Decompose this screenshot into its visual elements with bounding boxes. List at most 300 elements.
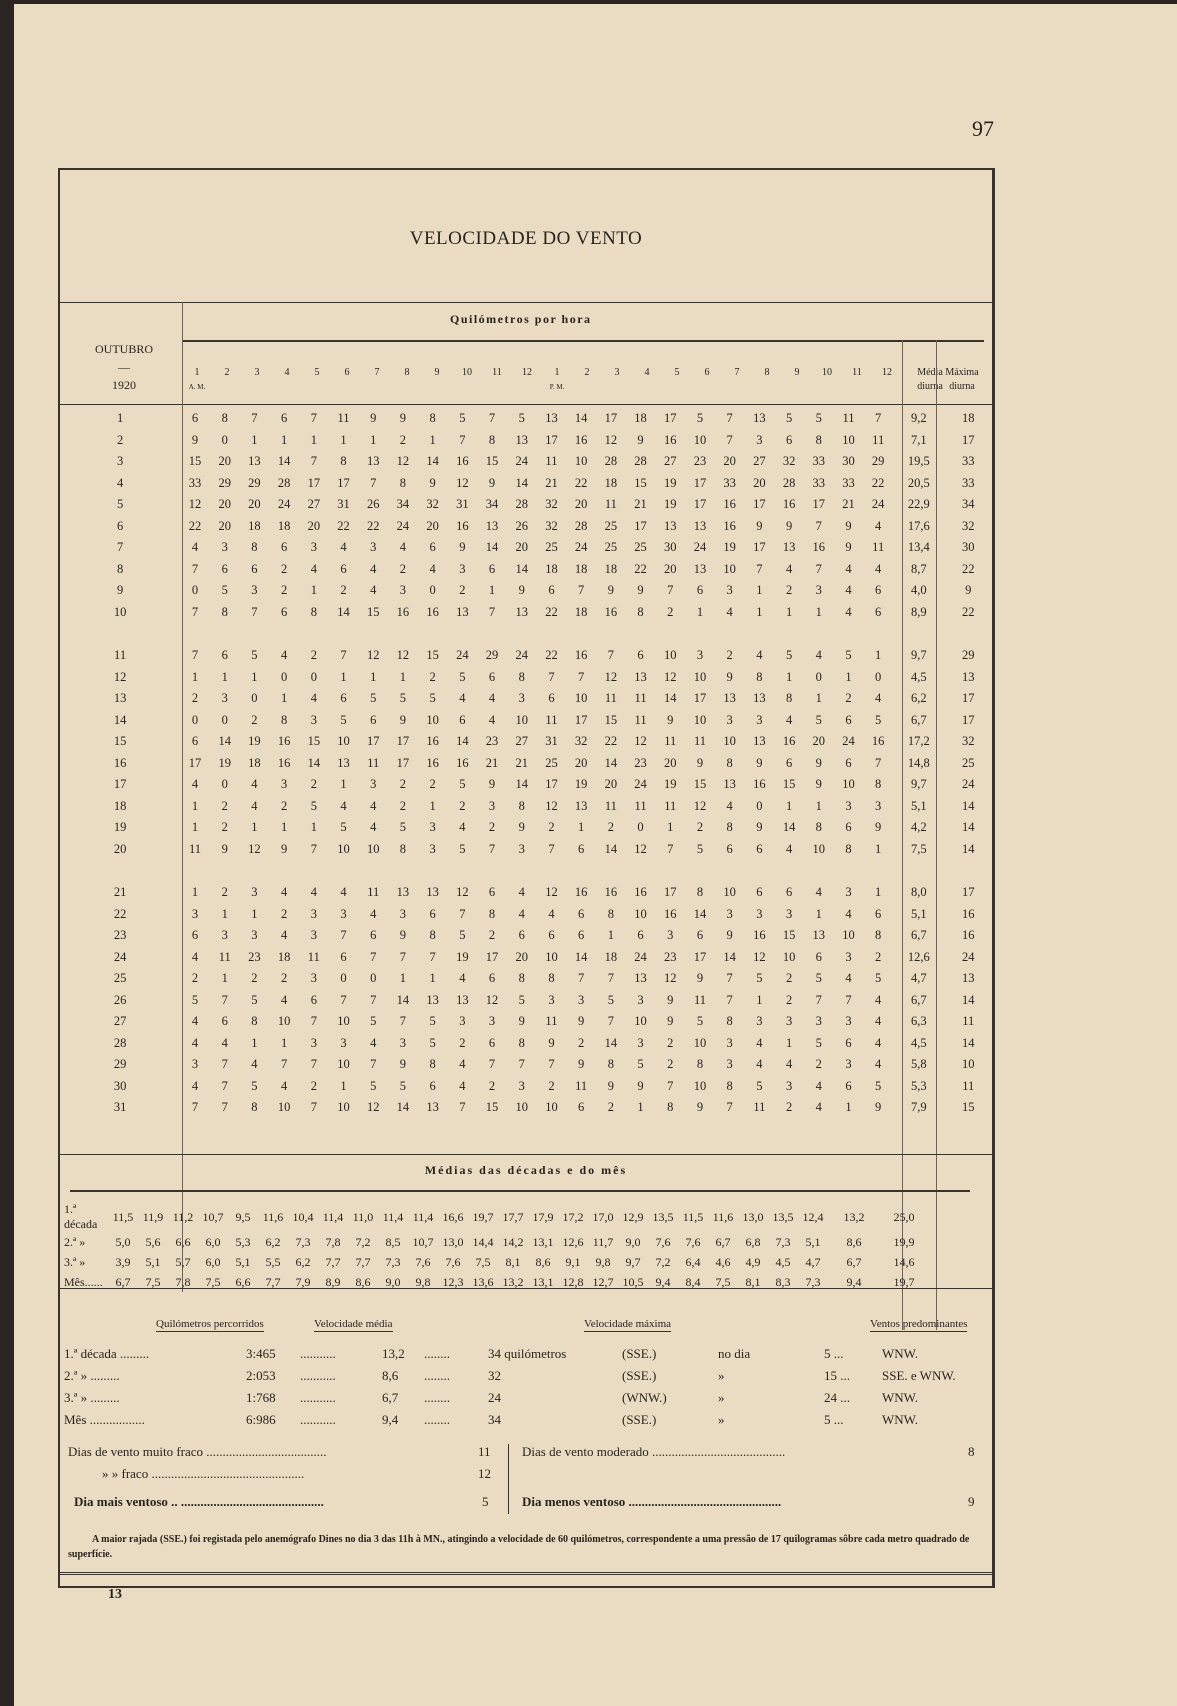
value-cell: 2 [399, 798, 407, 813]
summary-dots2: ........ [424, 1346, 450, 1361]
value-cell: 5 [785, 411, 793, 426]
decade-value: 8,1 [505, 1254, 521, 1269]
value-cell: 13 [337, 755, 350, 770]
value-cell: 11 [545, 1014, 558, 1029]
value-cell: 17 [664, 885, 677, 900]
maxima-cell: 30 [962, 540, 975, 555]
value-cell: 16 [277, 755, 291, 770]
value-cell: 7 [399, 1014, 407, 1029]
value-cell: 7 [340, 928, 347, 943]
value-cell: 1 [607, 928, 614, 943]
media-cell: 6,2 [910, 691, 927, 706]
value-cell: 9 [667, 992, 674, 1007]
decade-value: 6,6 [175, 1234, 191, 1249]
value-cell: 5 [815, 971, 822, 986]
value-cell: 9 [280, 841, 288, 856]
summary-vel: 13,2 [382, 1346, 405, 1361]
value-cell: 20 [604, 777, 618, 792]
value-cell: 3 [785, 906, 793, 921]
table-row [60, 473, 992, 495]
value-cell: 27 [307, 497, 321, 512]
decade-value: 7,5 [205, 1274, 221, 1289]
value-cell: 9 [399, 1057, 407, 1072]
value-cell: 11 [634, 712, 647, 727]
hour-header [842, 366, 872, 380]
value-cell: 6 [696, 928, 704, 943]
day-cell: 26 [113, 992, 127, 1007]
value-cell: 32 [545, 497, 558, 512]
value-cell: 16 [664, 432, 677, 447]
value-cell: 11 [188, 841, 202, 856]
value-cell: 6 [370, 712, 377, 727]
value-cell: 8 [429, 928, 436, 943]
value-cell: 15 [485, 1100, 499, 1115]
value-cell: 3 [310, 971, 317, 986]
value-cell: 21 [842, 497, 855, 512]
hour-label: 3 [254, 367, 260, 378]
media-cell: 22,9 [907, 497, 930, 512]
value-cell: 22 [545, 604, 558, 619]
value-cell: 2 [607, 820, 614, 835]
value-cell: 13 [782, 540, 796, 555]
value-cell: 7 [726, 411, 733, 426]
table-row [60, 796, 992, 818]
media-cell: 9,7 [910, 777, 927, 792]
maxima-cell: 25 [962, 755, 975, 770]
value-cell: 34 [396, 497, 410, 512]
maxima-cell: 29 [962, 648, 975, 663]
value-cell: 7 [310, 1100, 317, 1115]
decade-row [60, 1202, 928, 1232]
value-cell: 12 [634, 841, 647, 856]
value-cell: 7 [251, 411, 258, 426]
value-cell: 7 [191, 561, 199, 576]
decade-value: 13,2 [843, 1209, 865, 1224]
kmh-heading: Quilómetros por hora [450, 312, 592, 326]
value-cell: 2 [667, 1035, 674, 1050]
dias-moderado-value: 8 [968, 1444, 975, 1459]
summary-wind: WNW. [882, 1412, 918, 1427]
value-cell: 6 [845, 1078, 852, 1093]
hour-header [482, 366, 512, 380]
decade-value: 7,3 [805, 1274, 821, 1289]
value-cell: 1 [785, 1035, 793, 1050]
value-cell: 2 [785, 992, 793, 1007]
value-cell: 7 [191, 648, 199, 663]
decade-value: 8,5 [385, 1234, 401, 1249]
hour-label: 4 [284, 367, 290, 378]
media-cell: 12,6 [907, 949, 930, 964]
value-cell: 16 [634, 885, 647, 900]
value-cell: 6 [548, 691, 555, 706]
value-cell: 3 [548, 992, 555, 1007]
hour-label: 4 [644, 367, 650, 378]
value-cell: 20 [218, 518, 231, 533]
value-cell: 10 [545, 949, 558, 964]
decade-value: 13,6 [472, 1274, 494, 1289]
decade-value: 6,0 [205, 1234, 221, 1249]
summary-dots: ........... [300, 1346, 336, 1361]
value-cell: 4 [488, 712, 496, 727]
value-cell: 18 [604, 475, 618, 490]
value-cell: 23 [485, 734, 499, 749]
value-cell: 11 [693, 992, 706, 1007]
hour-header [752, 366, 782, 380]
value-cell: 6 [191, 928, 199, 943]
value-cell: 4 [191, 540, 199, 555]
value-cell: 11 [604, 497, 617, 512]
value-cell: 1 [340, 777, 347, 792]
value-cell: 30 [842, 454, 855, 469]
value-cell: 7 [875, 411, 882, 426]
value-cell: 20 [218, 497, 231, 512]
value-cell: 4 [459, 971, 466, 986]
value-cell: 10 [842, 432, 855, 447]
value-cell: 4 [875, 561, 882, 576]
value-cell: 5 [459, 928, 466, 943]
value-cell: 8 [221, 604, 228, 619]
value-cell: 10 [723, 734, 736, 749]
summary-label: 2.ª » ......... [64, 1368, 120, 1383]
decade-value: 6,2 [265, 1234, 281, 1249]
value-cell: 5 [875, 712, 882, 727]
value-cell: 11 [367, 755, 380, 770]
value-cell: 17 [574, 712, 588, 727]
value-cell: 8 [518, 669, 525, 684]
decade-value: 5,6 [145, 1234, 161, 1249]
media-cell: 5,3 [910, 1078, 927, 1093]
value-cell: 7 [548, 1057, 555, 1072]
value-cell: 6 [845, 1035, 852, 1050]
value-cell: 0 [875, 669, 882, 684]
value-cell: 17 [693, 949, 707, 964]
media-cell: 5,8 [910, 1057, 927, 1072]
value-cell: 1 [280, 820, 288, 835]
dias-moderado-label: Dias de vento moderado ......................................... [522, 1444, 786, 1459]
value-cell: 4 [370, 820, 377, 835]
decade-row [60, 1232, 928, 1252]
summary-max: 34 [488, 1412, 501, 1427]
value-cell: 3 [845, 885, 852, 900]
value-cell: 10 [842, 777, 855, 792]
value-cell: 13 [426, 885, 439, 900]
value-cell: 1 [221, 906, 228, 921]
hour-header [602, 366, 632, 380]
value-cell: 1 [875, 841, 882, 856]
summary-dir: (SSE.) [622, 1368, 657, 1383]
value-cell: 7 [875, 755, 882, 770]
media-cell: 7,9 [910, 1100, 927, 1115]
decade-gap [60, 860, 992, 882]
value-cell: 4 [340, 885, 347, 900]
value-cell: 1 [251, 669, 258, 684]
value-cell: 1 [815, 691, 822, 706]
summary-dir: (WNW.) [622, 1390, 667, 1405]
summary-km: 2:053 [246, 1368, 276, 1383]
media-cell: 7,1 [910, 432, 927, 447]
value-cell: 5 [875, 971, 882, 986]
value-cell: 14 [604, 841, 618, 856]
value-cell: 7 [370, 992, 377, 1007]
value-cell: 3 [785, 1014, 793, 1029]
value-cell: 2 [459, 798, 466, 813]
value-cell: 11 [664, 734, 677, 749]
value-cell: 11 [634, 691, 647, 706]
value-cell: 7 [459, 1100, 466, 1115]
value-cell: 13 [753, 411, 766, 426]
decade-value: 19,7 [893, 1274, 915, 1289]
value-cell: 1 [191, 885, 199, 900]
value-cell: 15 [634, 475, 647, 490]
value-cell: 6 [756, 885, 763, 900]
media-cell: 4,5 [910, 669, 927, 684]
table-row [60, 451, 992, 473]
decade-value: 13,1 [532, 1274, 554, 1289]
day-cell: 20 [113, 841, 127, 856]
decade-value: 13,5 [652, 1209, 674, 1224]
value-cell: 20 [574, 497, 588, 512]
value-cell: 1 [696, 604, 704, 619]
value-cell: 13 [366, 454, 380, 469]
table-row [60, 731, 992, 753]
value-cell: 18 [604, 561, 618, 576]
dias-muito-fraco [68, 1444, 327, 1464]
value-cell: 5 [399, 691, 407, 706]
value-cell: 7 [488, 411, 496, 426]
value-cell: 7 [815, 518, 822, 533]
summary-nodia: » [718, 1412, 725, 1427]
value-cell: 6 [637, 928, 644, 943]
decade-value: 12,9 [622, 1209, 644, 1224]
decade-value: 11,5 [112, 1209, 134, 1224]
value-cell: 6 [756, 841, 763, 856]
summary-wind: SSE. e WNW. [882, 1368, 956, 1383]
decade-value: 13,0 [742, 1209, 764, 1224]
table-row [60, 1097, 992, 1119]
dia-menos-ventoso [522, 1494, 781, 1514]
value-cell: 13 [515, 432, 528, 447]
value-cell: 22 [604, 734, 618, 749]
value-cell: 1 [875, 885, 882, 900]
value-cell: 19 [248, 734, 261, 749]
decade-value: 11,6 [262, 1209, 284, 1224]
decade-value: 10,7 [202, 1209, 224, 1224]
value-cell: 7 [518, 1057, 525, 1072]
value-cell: 9 [785, 518, 793, 533]
value-cell: 6 [429, 1078, 436, 1093]
value-cell: 11 [872, 540, 885, 555]
value-cell: 18 [248, 755, 261, 770]
dia-mais-ventoso-label: Dia mais ventoso .. ............................................ [74, 1494, 324, 1509]
value-cell: 25 [604, 540, 618, 555]
decade-value: 12,3 [442, 1274, 464, 1289]
footer-number: 13 [108, 1587, 122, 1602]
table-row [60, 1054, 992, 1076]
value-cell: 16 [456, 518, 469, 533]
dias-fraco [102, 1466, 304, 1486]
value-cell: 27 [664, 454, 677, 469]
value-cell: 4 [875, 1057, 882, 1072]
value-cell: 7 [815, 561, 822, 576]
page-number: 97 [972, 116, 994, 141]
value-cell: 6 [726, 841, 733, 856]
value-cell: 12 [456, 475, 469, 490]
decade-value: 11,2 [172, 1209, 194, 1224]
value-cell: 6 [785, 755, 793, 770]
value-cell: 3 [518, 691, 525, 706]
value-cell: 16 [723, 518, 736, 533]
day-cell: 2 [116, 432, 124, 447]
hour-label: 7 [374, 367, 380, 378]
decade-value: 11,6 [712, 1209, 734, 1224]
value-cell: 7 [221, 992, 228, 1007]
value-cell: 8 [280, 712, 288, 727]
maxima-cell: 24 [962, 777, 975, 792]
decade-value: 8,1 [745, 1274, 761, 1289]
value-cell: 9 [637, 1078, 644, 1093]
hour-header [182, 366, 212, 394]
value-cell: 3 [756, 432, 763, 447]
value-cell: 8 [696, 885, 704, 900]
value-cell: 11 [545, 454, 558, 469]
value-cell: 4 [815, 648, 822, 663]
summary-day: 15 ... [824, 1368, 850, 1383]
value-cell: 7 [221, 1100, 228, 1115]
decade-value: 7,8 [175, 1274, 191, 1289]
table-row [60, 494, 992, 516]
decade-value: 17,0 [592, 1209, 614, 1224]
hour-header [362, 366, 392, 380]
media-cell: 6,7 [910, 928, 927, 943]
value-cell: 2 [280, 583, 288, 598]
decade-value: 13,5 [772, 1209, 794, 1224]
decade-value: 11,4 [322, 1209, 344, 1224]
table-row [60, 645, 992, 667]
value-cell: 14 [396, 992, 410, 1007]
value-cell: 4 [191, 1035, 199, 1050]
day-cell: 22 [113, 906, 127, 921]
value-cell: 4 [370, 583, 377, 598]
dias-moderado [522, 1444, 785, 1464]
dia-mais-ventoso-value: 5 [482, 1494, 489, 1509]
value-cell: 2 [667, 604, 674, 619]
decade-gap [60, 623, 992, 645]
value-cell: 9 [518, 820, 525, 835]
value-cell: 2 [191, 971, 199, 986]
value-cell: 9 [488, 777, 496, 792]
media-cell: 9,7 [910, 648, 927, 663]
value-cell: 10 [723, 885, 736, 900]
value-cell: 1 [221, 971, 228, 986]
decade-value: 5,3 [235, 1234, 251, 1249]
frame-bottom-rule [60, 1572, 992, 1575]
value-cell: 8 [845, 841, 852, 856]
decade-value: 17,2 [562, 1209, 584, 1224]
media-cell: 17,6 [907, 518, 930, 533]
value-cell: 5 [459, 411, 466, 426]
value-cell: 5 [399, 1078, 407, 1093]
media-cell: 4,7 [910, 971, 927, 986]
value-cell: 3 [221, 928, 228, 943]
summary-row [64, 1368, 984, 1388]
value-cell: 5 [459, 669, 466, 684]
value-cell: 8 [488, 432, 496, 447]
value-cell: 12 [545, 885, 558, 900]
value-cell: 10 [693, 712, 707, 727]
value-cell: 6 [221, 648, 228, 663]
value-cell: 4 [191, 777, 199, 792]
value-cell: 18 [574, 604, 588, 619]
value-cell: 24 [396, 518, 410, 533]
value-cell: 9 [399, 712, 407, 727]
value-cell: 3 [399, 583, 407, 598]
value-cell: 3 [191, 906, 199, 921]
value-cell: 16 [871, 734, 885, 749]
media-cell: 6,3 [910, 1014, 927, 1029]
value-cell: 6 [845, 820, 852, 835]
value-cell: 16 [723, 497, 736, 512]
value-cell: 4 [726, 798, 733, 813]
value-cell: 8 [607, 906, 614, 921]
value-cell: 2 [785, 971, 793, 986]
hour-header [662, 366, 692, 380]
value-cell: 29 [248, 475, 261, 490]
value-cell: 34 [485, 497, 499, 512]
value-cell: 28 [574, 518, 588, 533]
value-cell: 9 [756, 820, 763, 835]
value-cell: 3 [815, 583, 822, 598]
value-cell: 12 [634, 734, 647, 749]
value-cell: 6 [696, 583, 704, 598]
value-cell: 26 [515, 518, 528, 533]
kmh-rule [182, 340, 984, 342]
value-cell: 4 [815, 885, 822, 900]
decade-value: 4,5 [775, 1254, 791, 1269]
value-cell: 3 [875, 798, 882, 813]
value-cell: 4 [251, 777, 258, 792]
summary-dots2: ........ [424, 1412, 450, 1427]
value-cell: 4 [845, 561, 852, 576]
value-cell: 2 [607, 1100, 614, 1115]
value-cell: 4 [815, 1100, 822, 1115]
decade-value: 13,2 [502, 1274, 524, 1289]
value-cell: 3 [726, 1035, 733, 1050]
media-cell: 14,8 [907, 755, 930, 770]
value-cell: 2 [785, 1100, 793, 1115]
value-cell: 4 [310, 885, 317, 900]
value-cell: 1 [310, 432, 317, 447]
value-cell: 6 [488, 885, 496, 900]
value-cell: 5 [785, 648, 793, 663]
hour-label: 3 [614, 367, 620, 378]
hour-label: 6 [704, 367, 710, 378]
value-cell: 22 [337, 518, 350, 533]
value-cell: 5 [637, 1057, 644, 1072]
maxima-cell: 14 [962, 820, 975, 835]
value-cell: 25 [545, 540, 558, 555]
value-cell: 7 [340, 648, 347, 663]
value-cell: 14 [337, 604, 350, 619]
value-cell: 3 [845, 949, 852, 964]
value-cell: 16 [574, 648, 588, 663]
value-cell: 3 [310, 540, 317, 555]
value-cell: 10 [337, 734, 350, 749]
value-cell: 3 [370, 540, 377, 555]
value-cell: 13 [456, 992, 469, 1007]
value-cell: 16 [782, 497, 796, 512]
maxima-cell: 17 [962, 691, 975, 706]
hour-label: 2 [584, 367, 590, 378]
